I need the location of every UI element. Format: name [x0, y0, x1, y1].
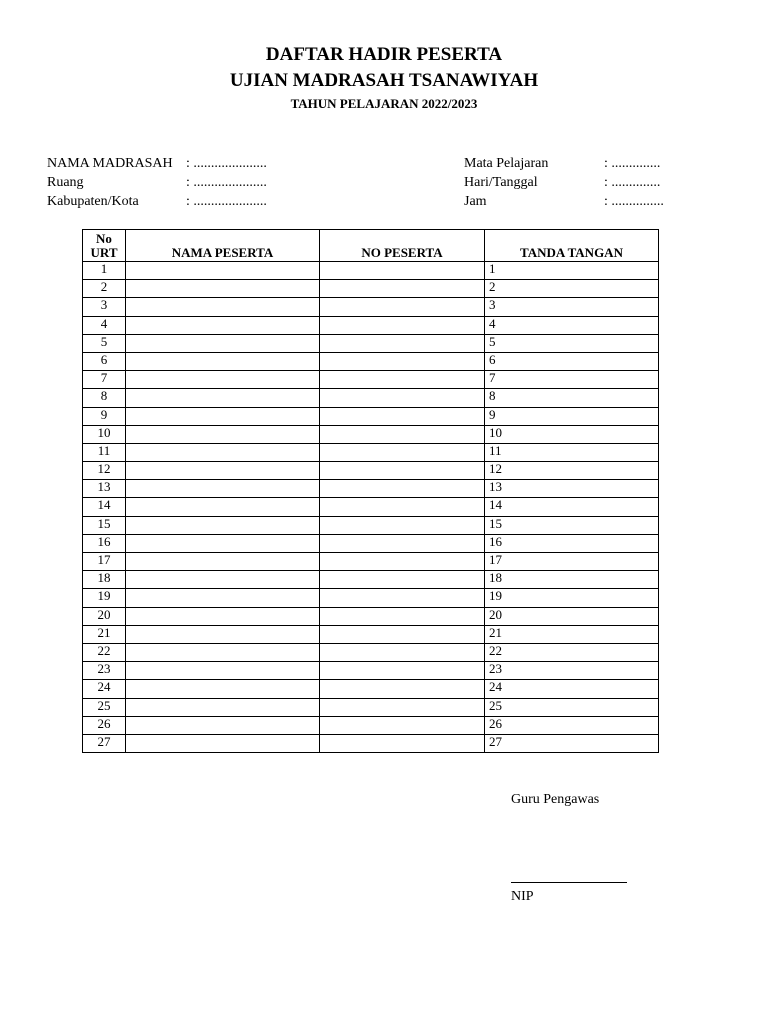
cell-nama-peserta[interactable]	[126, 480, 320, 498]
row-number: 9	[83, 407, 126, 425]
table-row	[83, 262, 659, 280]
table-row	[83, 625, 659, 643]
cell-no-peserta[interactable]	[320, 407, 485, 425]
info-row-tanggal	[464, 173, 664, 192]
row-number: 20	[83, 607, 126, 625]
row-number: 6	[83, 352, 126, 370]
row-number: 17	[83, 553, 126, 571]
row-number: 8	[83, 389, 126, 407]
cell-no-peserta[interactable]	[320, 607, 485, 625]
table-row	[83, 298, 659, 316]
table-row	[83, 389, 659, 407]
row-number: 27	[83, 734, 126, 752]
cell-no-peserta[interactable]	[320, 589, 485, 607]
cell-no-peserta[interactable]	[320, 371, 485, 389]
row-number: 13	[83, 480, 126, 498]
row-number: 10	[83, 425, 126, 443]
cell-tanda-tangan[interactable]: 18	[485, 571, 659, 589]
row-number: 1	[83, 262, 126, 280]
cell-tanda-tangan[interactable]: 26	[485, 716, 659, 734]
row-number: 2	[83, 280, 126, 298]
cell-nama-peserta[interactable]	[126, 462, 320, 480]
cell-nama-peserta[interactable]	[126, 425, 320, 443]
signature-nip: NIP	[511, 889, 534, 904]
cell-no-peserta[interactable]	[320, 716, 485, 734]
row-number: 15	[83, 516, 126, 534]
cell-no-peserta[interactable]	[320, 571, 485, 589]
info-label: Kabupaten/Kota	[47, 194, 139, 209]
cell-nama-peserta[interactable]	[126, 571, 320, 589]
info-label: Jam	[464, 194, 487, 209]
table-row	[83, 680, 659, 698]
cell-tanda-tangan[interactable]: 24	[485, 680, 659, 698]
row-number: 23	[83, 662, 126, 680]
signature-title: Guru Pengawas	[511, 792, 600, 807]
cell-tanda-tangan[interactable]: 7	[485, 371, 659, 389]
info-value: : .....................	[186, 194, 267, 209]
cell-tanda-tangan[interactable]: 19	[485, 589, 659, 607]
info-row-kabupaten	[47, 192, 267, 211]
table-row	[83, 407, 659, 425]
info-value: : ...............	[604, 194, 664, 209]
info-row-madrasah	[47, 154, 267, 173]
cell-nama-peserta[interactable]	[126, 389, 320, 407]
table-row	[83, 698, 659, 716]
info-value: : ..............	[604, 175, 661, 190]
cell-nama-peserta[interactable]	[126, 534, 320, 552]
table-row	[83, 553, 659, 571]
cell-no-peserta[interactable]	[320, 352, 485, 370]
cell-tanda-tangan[interactable]: 22	[485, 643, 659, 661]
header-no-peserta: NO PESERTA	[320, 230, 485, 262]
cell-tanda-tangan[interactable]: 11	[485, 443, 659, 461]
title-line2: UJIAN MADRASAH TSANAWIYAH	[229, 70, 539, 91]
cell-tanda-tangan[interactable]: 16	[485, 534, 659, 552]
cell-no-peserta[interactable]	[320, 643, 485, 661]
info-row-jam	[464, 192, 664, 211]
cell-nama-peserta[interactable]	[126, 443, 320, 461]
row-number: 19	[83, 589, 126, 607]
cell-no-peserta[interactable]	[320, 698, 485, 716]
cell-tanda-tangan[interactable]: 21	[485, 625, 659, 643]
cell-no-peserta[interactable]	[320, 425, 485, 443]
table-row	[83, 734, 659, 752]
cell-nama-peserta[interactable]	[126, 334, 320, 352]
cell-nama-peserta[interactable]	[126, 352, 320, 370]
cell-tanda-tangan[interactable]: 3	[485, 298, 659, 316]
cell-nama-peserta[interactable]	[126, 298, 320, 316]
table-row	[83, 662, 659, 680]
info-row-mapel	[464, 154, 664, 173]
cell-no-peserta[interactable]	[320, 462, 485, 480]
signature-line	[511, 882, 627, 883]
info-label: Mata Pelajaran	[464, 156, 549, 171]
table-row	[83, 643, 659, 661]
info-left	[47, 154, 267, 211]
cell-no-peserta[interactable]	[320, 334, 485, 352]
cell-no-peserta[interactable]	[320, 553, 485, 571]
cell-nama-peserta[interactable]	[126, 316, 320, 334]
cell-tanda-tangan[interactable]: 5	[485, 334, 659, 352]
attendance-table	[82, 229, 659, 753]
row-number: 21	[83, 625, 126, 643]
row-number: 12	[83, 462, 126, 480]
table-row	[83, 425, 659, 443]
table-row	[83, 443, 659, 461]
info-value: : .....................	[186, 156, 267, 171]
cell-nama-peserta[interactable]	[126, 625, 320, 643]
cell-no-peserta[interactable]	[320, 734, 485, 752]
cell-nama-peserta[interactable]	[126, 680, 320, 698]
cell-tanda-tangan[interactable]: 13	[485, 480, 659, 498]
header-tanda-tangan: TANDA TANGAN	[485, 230, 659, 262]
cell-tanda-tangan[interactable]: 20	[485, 607, 659, 625]
table-row	[83, 607, 659, 625]
table-row	[83, 371, 659, 389]
cell-tanda-tangan[interactable]: 15	[485, 516, 659, 534]
cell-tanda-tangan[interactable]: 9	[485, 407, 659, 425]
cell-no-peserta[interactable]	[320, 662, 485, 680]
table-row	[83, 571, 659, 589]
cell-nama-peserta[interactable]	[126, 607, 320, 625]
cell-no-peserta[interactable]	[320, 534, 485, 552]
title-line3: TAHUN PELAJARAN 2022/2023	[290, 96, 478, 111]
info-row-ruang	[47, 173, 267, 192]
table-body	[83, 262, 659, 753]
header-no-line2: URT	[90, 245, 118, 260]
cell-nama-peserta[interactable]	[126, 589, 320, 607]
cell-nama-peserta[interactable]	[126, 280, 320, 298]
info-value: : .....................	[186, 175, 267, 190]
table-row	[83, 498, 659, 516]
cell-tanda-tangan[interactable]: 2	[485, 280, 659, 298]
info-right	[464, 154, 664, 211]
cell-tanda-tangan[interactable]: 12	[485, 462, 659, 480]
table-row	[83, 716, 659, 734]
table-header-row	[83, 230, 659, 262]
cell-tanda-tangan[interactable]: 27	[485, 734, 659, 752]
row-number: 25	[83, 698, 126, 716]
row-number: 18	[83, 571, 126, 589]
info-label: Ruang	[47, 175, 84, 190]
cell-tanda-tangan[interactable]: 17	[485, 553, 659, 571]
cell-nama-peserta[interactable]	[126, 553, 320, 571]
cell-nama-peserta[interactable]	[126, 516, 320, 534]
cell-tanda-tangan[interactable]: 25	[485, 698, 659, 716]
header-nama-peserta: NAMA PESERTA	[126, 230, 320, 262]
cell-no-peserta[interactable]	[320, 316, 485, 334]
row-number: 4	[83, 316, 126, 334]
cell-nama-peserta[interactable]	[126, 662, 320, 680]
cell-no-peserta[interactable]	[320, 680, 485, 698]
cell-no-peserta[interactable]	[320, 625, 485, 643]
row-number: 22	[83, 643, 126, 661]
row-number: 14	[83, 498, 126, 516]
cell-no-peserta[interactable]	[320, 516, 485, 534]
table-row	[83, 516, 659, 534]
header-no-urt	[83, 230, 126, 262]
cell-tanda-tangan[interactable]: 6	[485, 352, 659, 370]
cell-no-peserta[interactable]	[320, 480, 485, 498]
info-label: Hari/Tanggal	[464, 175, 538, 190]
table-row	[83, 280, 659, 298]
cell-nama-peserta[interactable]	[126, 498, 320, 516]
info-label: NAMA MADRASAH	[47, 156, 173, 171]
cell-nama-peserta[interactable]	[126, 407, 320, 425]
row-number: 11	[83, 443, 126, 461]
header-no-line1: No	[96, 231, 112, 246]
row-number: 26	[83, 716, 126, 734]
cell-tanda-tangan[interactable]: 10	[485, 425, 659, 443]
table-row	[83, 589, 659, 607]
table-row	[83, 534, 659, 552]
info-value: : ..............	[604, 156, 661, 171]
cell-tanda-tangan[interactable]: 14	[485, 498, 659, 516]
table-row	[83, 316, 659, 334]
table-row	[83, 480, 659, 498]
row-number: 16	[83, 534, 126, 552]
table-row	[83, 352, 659, 370]
cell-no-peserta[interactable]	[320, 280, 485, 298]
cell-no-peserta[interactable]	[320, 443, 485, 461]
row-number: 7	[83, 371, 126, 389]
cell-no-peserta[interactable]	[320, 389, 485, 407]
row-number: 5	[83, 334, 126, 352]
cell-no-peserta[interactable]	[320, 262, 485, 280]
cell-no-peserta[interactable]	[320, 498, 485, 516]
cell-tanda-tangan[interactable]: 4	[485, 316, 659, 334]
cell-nama-peserta[interactable]	[126, 643, 320, 661]
cell-nama-peserta[interactable]	[126, 734, 320, 752]
cell-tanda-tangan[interactable]: 1	[485, 262, 659, 280]
cell-tanda-tangan[interactable]: 8	[485, 389, 659, 407]
table-row	[83, 334, 659, 352]
table-row	[83, 462, 659, 480]
cell-nama-peserta[interactable]	[126, 698, 320, 716]
title-line1: DAFTAR HADIR PESERTA	[265, 44, 503, 65]
cell-no-peserta[interactable]	[320, 298, 485, 316]
row-number: 24	[83, 680, 126, 698]
cell-tanda-tangan[interactable]: 23	[485, 662, 659, 680]
cell-nama-peserta[interactable]	[126, 262, 320, 280]
cell-nama-peserta[interactable]	[126, 371, 320, 389]
row-number: 3	[83, 298, 126, 316]
cell-nama-peserta[interactable]	[126, 716, 320, 734]
